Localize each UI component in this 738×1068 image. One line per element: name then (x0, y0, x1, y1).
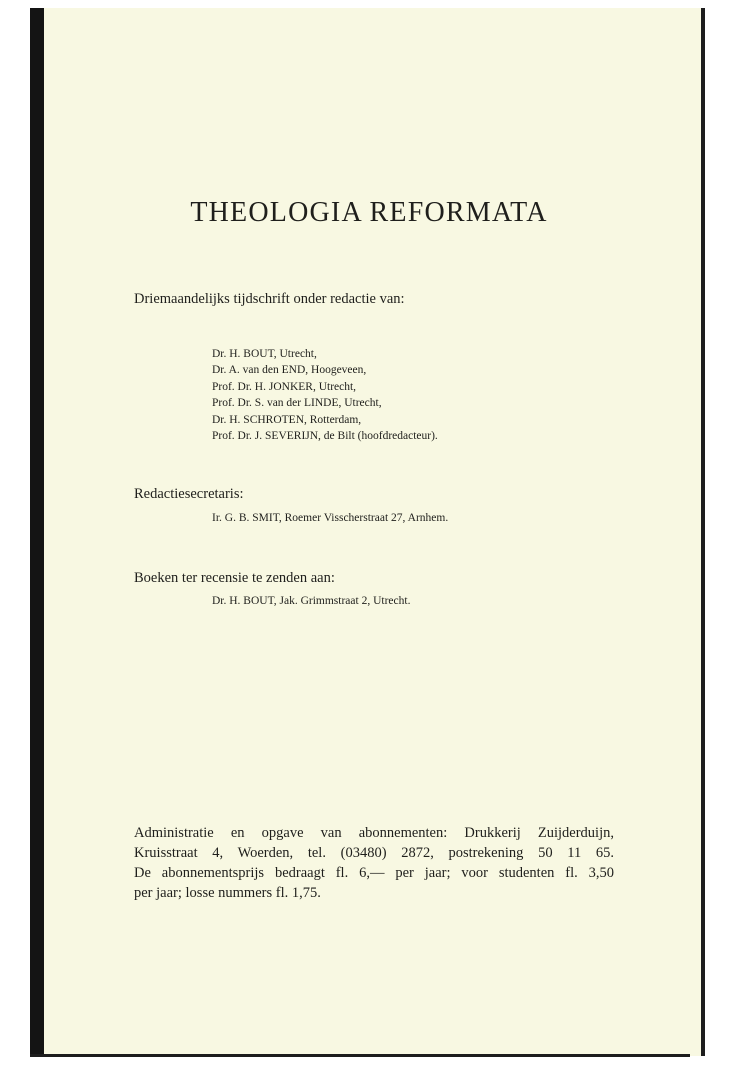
editorial-label: Driemaandelijks tijdschrift onder redactie van: (134, 291, 405, 307)
reviews-address: Dr. H. BOUT, Jak. Grimmstraat 2, Utrecht. (212, 595, 411, 607)
editor-item: Prof. Dr. H. JONKER, Utrecht, (212, 380, 357, 393)
editor-item: Dr. H. SCHROTEN, Rotterdam, (212, 413, 362, 426)
administration-line: Administratie en opgave van abonnementen: Drukkerij Zuijderduijn, (134, 825, 614, 841)
administration-line: Kruisstraat 4, Woerden, tel. (03480) 2872, postrekening 50 11 65. (134, 845, 614, 861)
editor-list (212, 346, 438, 444)
journal-title: THEOLOGIA REFORMATA (190, 197, 548, 228)
scan-edge-bottom (30, 1054, 690, 1057)
editor-item: Dr. A. van den END, Hoogeveen, (212, 364, 367, 377)
scan-edge-left (30, 8, 44, 1056)
secretary-address: Ir. G. B. SMIT, Roemer Visscherstraat 27, Arnhem. (212, 512, 449, 524)
scan-edge-right (701, 8, 705, 1056)
editor-item: Prof. Dr. S. van der LINDE, Utrecht, (212, 397, 382, 410)
administration-line: De abonnementsprijs bedraagt fl. 6,— per jaar; voor studenten fl. 3,50 (134, 865, 614, 881)
administration-line: per jaar; losse nummers fl. 1,75. (134, 885, 321, 901)
administration-block (134, 823, 614, 903)
reviews-label: Boeken ter recensie te zenden aan: (134, 570, 335, 586)
secretary-label: Redactiesecretaris: (134, 486, 244, 502)
editor-item: Prof. Dr. J. SEVERIJN, de Bilt (hoofdredacteur). (212, 430, 438, 443)
editor-item: Dr. H. BOUT, Utrecht, (212, 348, 317, 360)
